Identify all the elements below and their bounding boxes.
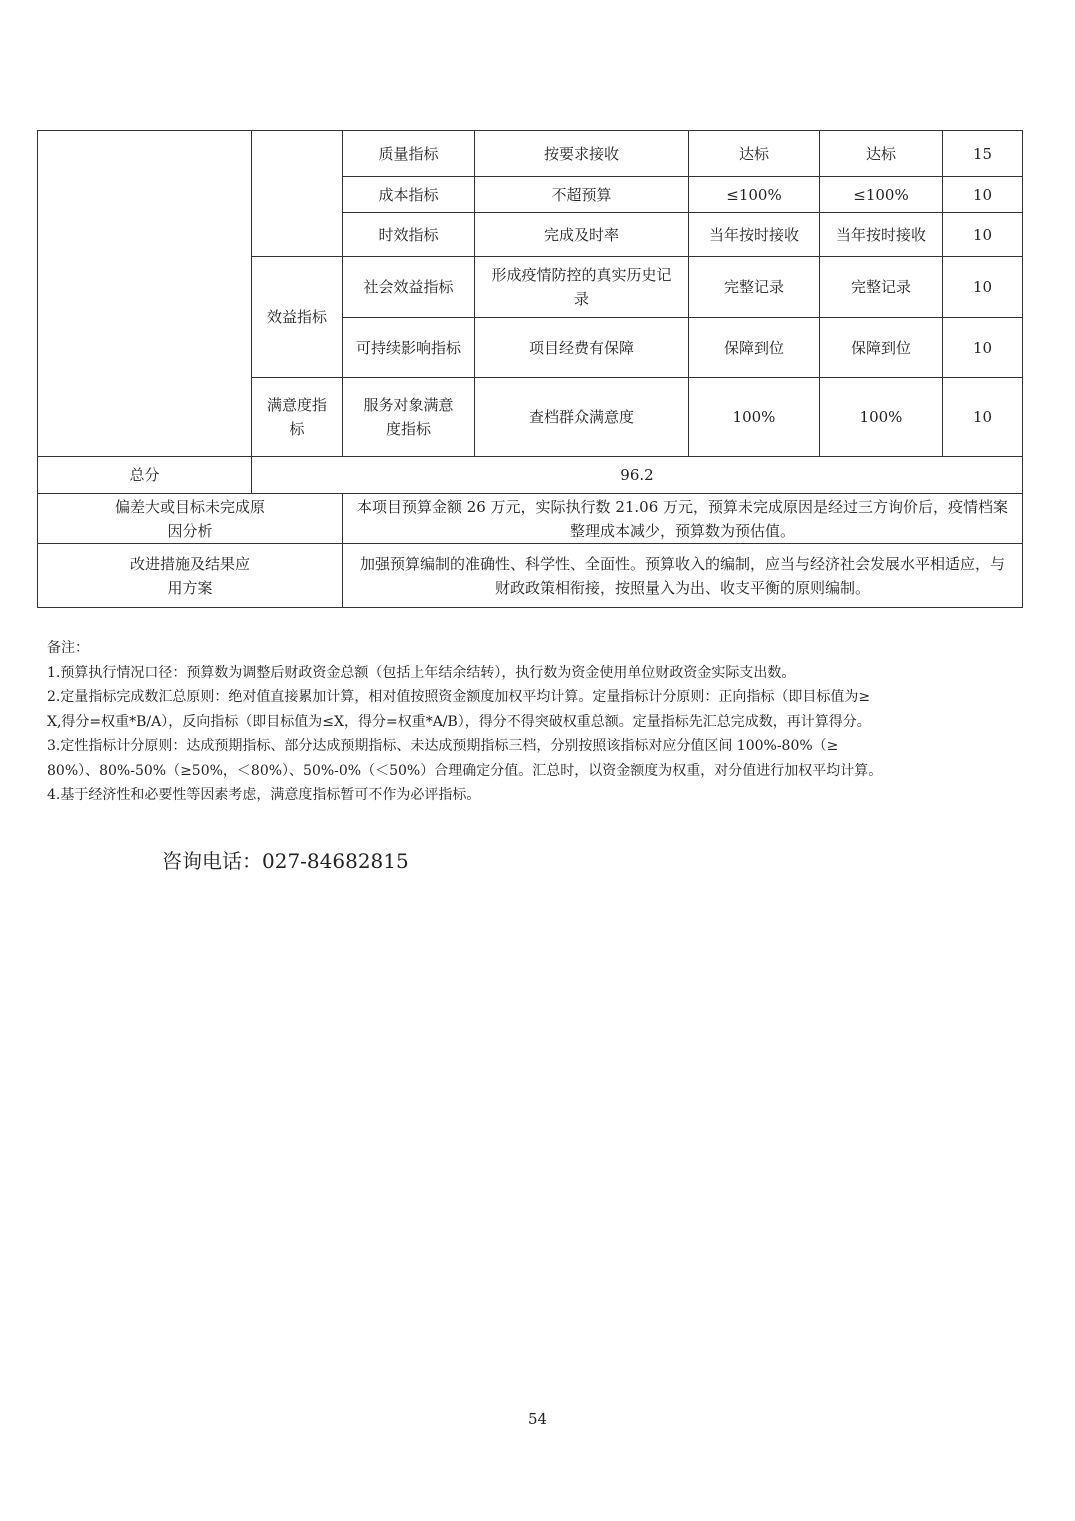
cell: 项目经费有保障 bbox=[475, 318, 689, 378]
total-row bbox=[38, 457, 1023, 494]
empty-cell bbox=[252, 131, 343, 257]
deviation-label: 偏差大或目标未完成原因分析 bbox=[38, 494, 343, 544]
performance-table bbox=[37, 130, 1023, 608]
cell: 100% bbox=[820, 378, 943, 457]
cell: 成本指标 bbox=[343, 177, 475, 213]
improvement-text: 加强预算编制的准确性、科学性、全面性。预算收入的编制，应当与经济社会发展水平相适应，与财政政策相衔接，按照量入为出、收支平衡的原则编制。 bbox=[343, 544, 1023, 608]
notes bbox=[47, 636, 1022, 808]
deviation-text: 本项目预算金额 26 万元，实际执行数 21.06 万元，预算未完成原因是经过三方询价后，疫情档案整理成本减少，预算数为预估值。 bbox=[343, 494, 1023, 544]
cell: 15 bbox=[943, 131, 1023, 177]
cell: 10 bbox=[943, 318, 1023, 378]
cell: 当年按时接收 bbox=[689, 213, 820, 257]
cell: 社会效益指标 bbox=[343, 257, 475, 318]
page-number: 54 bbox=[527, 1410, 548, 1428]
cell: 查档群众满意度 bbox=[475, 378, 689, 457]
note-line: 4.基于经济性和必要性等因素考虑，满意度指标暂可不作为必评指标。 bbox=[47, 787, 481, 803]
cell: ≤100% bbox=[689, 177, 820, 213]
note-line: 1.预算执行情况口径：预算数为调整后财政资金总额（包括上年结余结转），执行数为资金使用单位财政资金实际支出数。 bbox=[47, 664, 796, 681]
cell: 达标 bbox=[689, 131, 820, 177]
empty-cell bbox=[38, 131, 252, 457]
cell: 保障到位 bbox=[689, 318, 820, 378]
cell: 不超预算 bbox=[475, 177, 689, 213]
improvement-row bbox=[38, 544, 1023, 608]
contact-phone: 咨询电话：027-84682815 bbox=[162, 849, 409, 873]
deviation-row bbox=[38, 494, 1023, 544]
cell: 100% bbox=[689, 378, 820, 457]
cell: 达标 bbox=[820, 131, 943, 177]
cell: 时效指标 bbox=[343, 213, 475, 257]
cell: 按要求接收 bbox=[475, 131, 689, 177]
note-line: 80%）、80%-50%（≥50%，＜80%）、50%-0%（＜50%）合理确定分值。汇总时，以资金额度为权重，对分值进行加权平均计算。 bbox=[47, 762, 883, 779]
improvement-label: 改进措施及结果应用方案 bbox=[38, 544, 343, 608]
table-row bbox=[38, 131, 1023, 177]
note-line: X,得分=权重*B/A），反向指标（即目标值为≤X，得分=权重*A/B），得分不得突破权重总额。定量指标先汇总完成数，再计算得分。 bbox=[47, 713, 871, 730]
cell: 10 bbox=[943, 213, 1023, 257]
cell: 完成及时率 bbox=[475, 213, 689, 257]
cell: ≤100% bbox=[820, 177, 943, 213]
cell: 可持续影响指标 bbox=[343, 318, 475, 378]
cell: 质量指标 bbox=[343, 131, 475, 177]
cell: 10 bbox=[943, 177, 1023, 213]
cell: 10 bbox=[943, 257, 1023, 318]
note-line: 3.定性指标计分原则：达成预期指标、部分达成预期指标、未达成预期指标三档，分别按照该指标对应分值区间 100%-80%（≥ bbox=[47, 738, 839, 754]
note-line: 2.定量指标完成数汇总原则：绝对值直接累加计算，相对值按照资金额度加权平均计算。定量指标计分原则：正向指标（即目标值为≥ bbox=[47, 689, 871, 705]
total-label: 总分 bbox=[38, 457, 252, 494]
cell: 效益指标 bbox=[252, 257, 343, 378]
cell: 当年按时接收 bbox=[820, 213, 943, 257]
cell: 形成疫情防控的真实历史记录 bbox=[475, 257, 689, 318]
cell: 服务对象满意度指标 bbox=[343, 378, 475, 457]
cell: 满意度指标 bbox=[252, 378, 343, 457]
cell: 完整记录 bbox=[689, 257, 820, 318]
total-value: 96.2 bbox=[252, 457, 1023, 494]
notes-heading: 备注： bbox=[47, 640, 89, 656]
cell: 10 bbox=[943, 378, 1023, 457]
cell: 完整记录 bbox=[820, 257, 943, 318]
cell: 保障到位 bbox=[820, 318, 943, 378]
